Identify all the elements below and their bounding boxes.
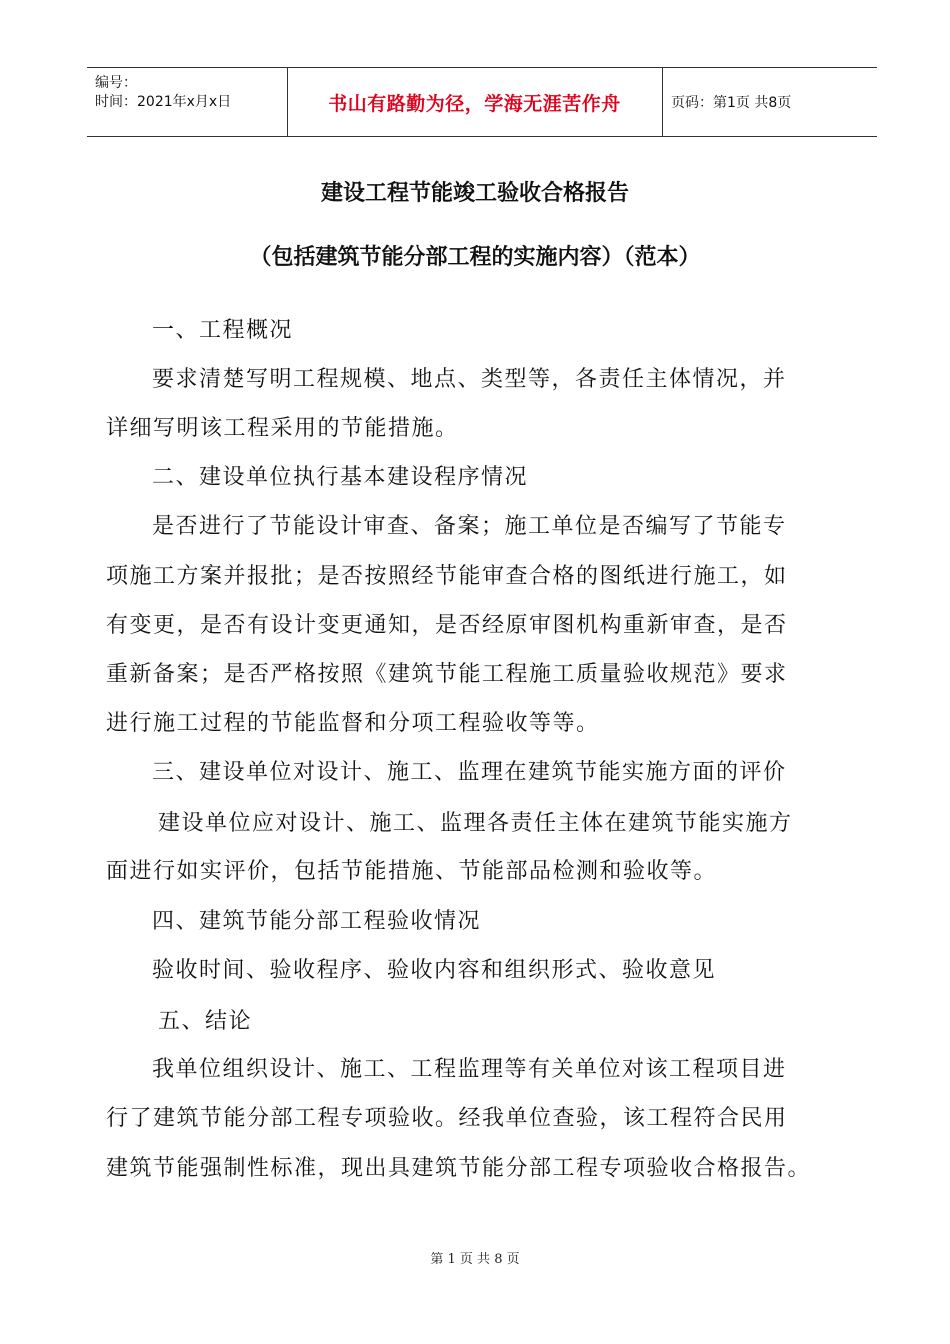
header-divider	[662, 68, 663, 136]
header-motto: 书山有路勤为径，学海无涯苦作舟	[328, 92, 621, 115]
number-label: 编号：	[95, 75, 137, 91]
paragraph-line: 项施工方案并报批；是否按照经节能审查合格的图纸进行施工，如	[106, 564, 788, 589]
section-heading-1: 一、工程概况	[152, 318, 294, 343]
header-page-info: 页码：第1页 共8页	[671, 95, 792, 111]
header-table	[87, 67, 877, 137]
section-heading-5: 五、结论	[158, 1009, 253, 1034]
paragraph-line: 面进行如实评价，包括节能措施、节能部品检测和验收等。	[106, 859, 718, 884]
section-heading-4: 四、建筑节能分部工程验收情况	[152, 909, 482, 934]
section-heading-2: 二、建设单位执行基本建设程序情况	[152, 465, 529, 490]
paragraph-line: 建筑节能强制性标准，现出具建筑节能分部工程专项验收合格报告。	[106, 1156, 812, 1181]
paragraph-line: 要求清楚写明工程规模、地点、类型等，各责任主体情况，并	[152, 367, 787, 392]
page-footer: 第 1 页 共 8 页	[430, 1252, 520, 1267]
section-heading-3: 三、建设单位对设计、施工、监理在建筑节能实施方面的评价	[152, 760, 787, 785]
header-meta	[95, 74, 285, 112]
paragraph-line: 是否进行了节能设计审查、备案；施工单位是否编写了节能专	[152, 514, 787, 539]
time-label: 时间：2021年x月x日	[95, 94, 232, 110]
paragraph-line: 行了建筑节能分部工程专项验收。经我单位查验，该工程符合民用	[106, 1106, 788, 1131]
document-subtitle: （包括建筑节能分部工程的实施内容）（范本）	[249, 244, 701, 270]
paragraph-line: 我单位组织设计、施工、工程监理等有关单位对该工程项目进	[152, 1057, 787, 1082]
paragraph-line: 进行施工过程的节能监督和分项工程验收等等。	[106, 711, 600, 736]
document-title: 建设工程节能竣工验收合格报告	[320, 180, 629, 206]
paragraph-line: 详细写明该工程采用的节能措施。	[106, 416, 459, 441]
paragraph-line: 建设单位应对设计、施工、监理各责任主体在建筑节能实施方	[158, 811, 793, 836]
paragraph-line: 验收时间、验收程序、验收内容和组织形式、验收意见	[152, 958, 717, 983]
paragraph-line: 重新备案；是否严格按照《建筑节能工程施工质量验收规范》要求	[106, 662, 788, 687]
paragraph-line: 有变更，是否有设计变更通知，是否经原审图机构重新审查，是否	[106, 613, 788, 638]
